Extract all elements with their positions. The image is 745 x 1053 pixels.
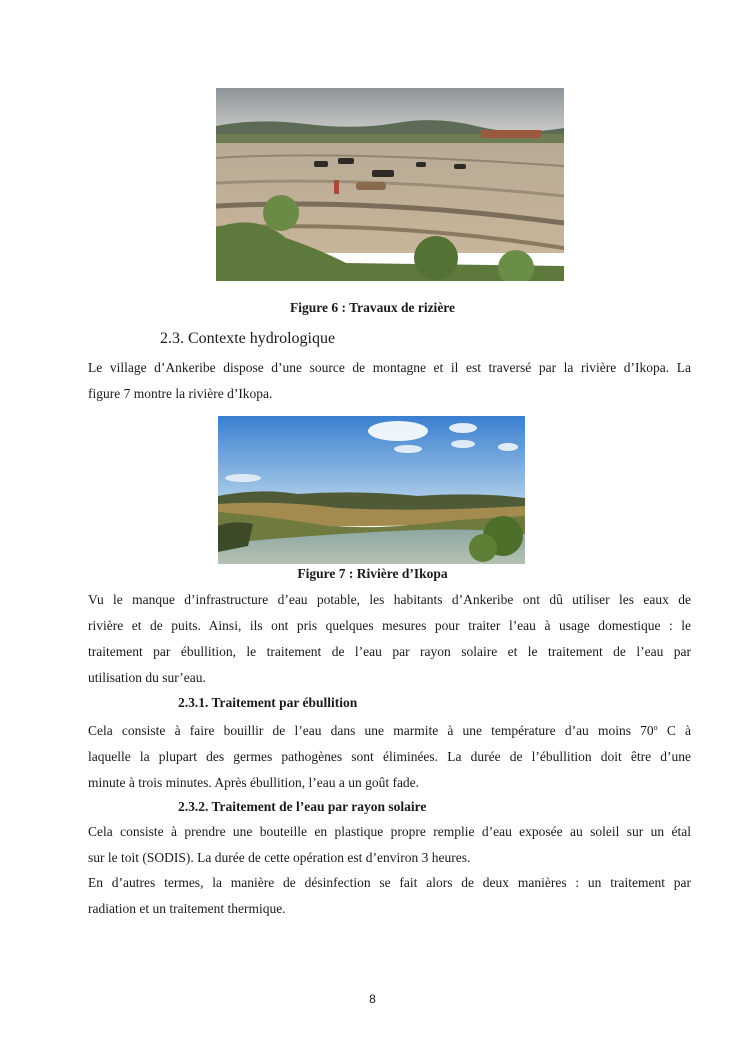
context-paragraph <box>88 587 691 691</box>
text-line: laquelle la plupart des germes pathogènes sont éliminées. La durée de l’ébullition doit être d’une <box>88 749 691 764</box>
subsection-1-title: 2.3.1. Traitement par ébullition <box>178 695 358 710</box>
figure-7-caption: Figure 7 : Rivière d’Ikopa <box>297 566 448 581</box>
text-line: Le village d’Ankeribe dispose d’une source de montagne et il est traversé par la rivière d’Ikopa. La <box>88 360 691 375</box>
intro-paragraph <box>88 355 691 407</box>
text-line: figure 7 montre la rivière d’Ikopa. <box>88 386 273 401</box>
text-segment: Cela consiste à faire bouillir de l’eau dans une marmite à une température d’au moins 70 <box>88 723 654 738</box>
text-line: minute à trois minutes. Après ébullition, l’eau a un goût fade. <box>88 775 420 790</box>
text-line: radiation et un traitement thermique. <box>88 901 286 916</box>
text-line: sur le toit (SODIS). La durée de cette opération est d’environ 3 heures. <box>88 850 471 865</box>
text-line: Vu le manque d’infrastructure d’eau potable, les habitants d’Ankeribe ont dû utiliser les eaux de <box>88 592 691 607</box>
solar-paragraph <box>88 819 691 871</box>
text-line <box>88 715 691 744</box>
section-title: 2.3. Contexte hydrologique <box>160 330 336 347</box>
summary-paragraph <box>88 870 691 922</box>
text-line: traitement par ébullition, le traitement de l’eau par rayon solaire et le traitement de l’eau par <box>88 644 691 659</box>
subsection-2-title: 2.3.2. Traitement de l’eau par rayon solaire <box>178 799 427 814</box>
text-line: En d’autres termes, la manière de désinfection se fait alors de deux manières : un traitement par <box>88 875 691 890</box>
text-line: utilisation du sur’eau. <box>88 670 206 685</box>
rice-field-photo <box>216 88 564 281</box>
text-line: Cela consiste à prendre une bouteille en plastique propre remplie d’eau exposée au soleil sur un étal <box>88 824 691 839</box>
degree-superscript: o <box>653 723 658 732</box>
boiling-paragraph <box>88 715 691 796</box>
text-segment: C à <box>657 723 691 738</box>
river-photo <box>218 416 525 564</box>
page-number: 8 <box>369 992 376 1006</box>
figure-6-caption: Figure 6 : Travaux de rizière <box>289 300 456 315</box>
text-line: rivière et de puits. Ainsi, ils ont pris quelques mesures pour traiter l’eau à usage domestique : le <box>88 618 691 633</box>
